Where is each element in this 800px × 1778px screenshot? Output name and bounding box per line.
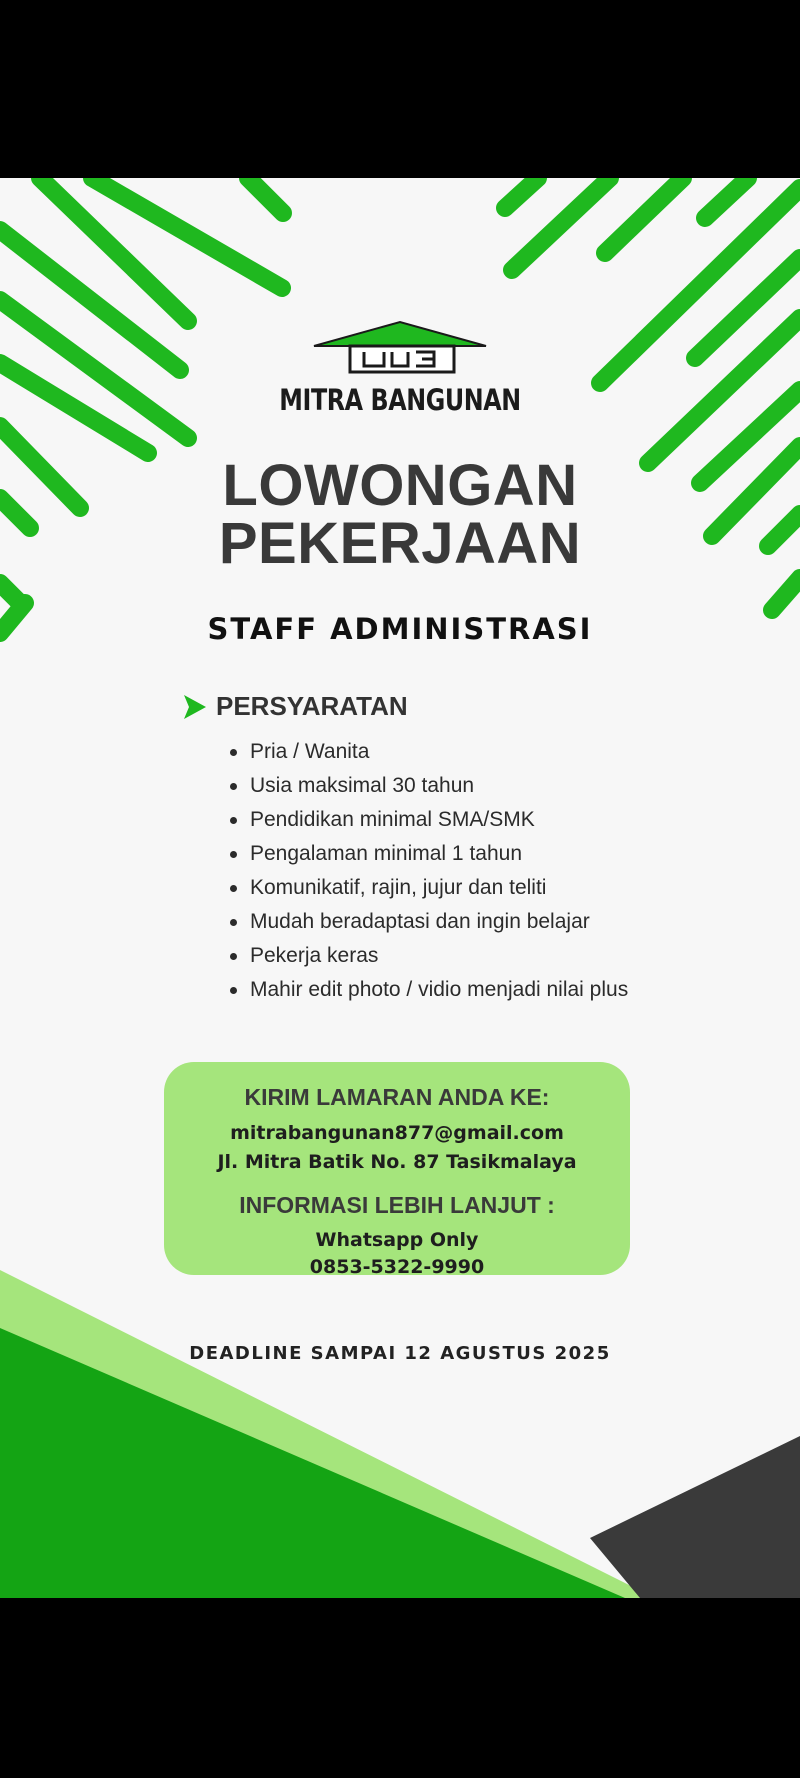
brand-name: MITRA BANGUNAN (279, 383, 521, 417)
contact-phone: 0853-5322-9990 (309, 1256, 485, 1278)
send-application-heading: KIRIM LAMARAN ANDA KE: (244, 1084, 550, 1110)
headline-line-2: PEKERJAAN (218, 511, 582, 576)
requirements-list (228, 738, 648, 1010)
job-position: STAFF ADMINISTRASI (207, 612, 593, 646)
requirements-heading (184, 691, 408, 722)
job-poster (0, 178, 800, 1598)
deadline-text: DEADLINE SAMPAI 12 AGUSTUS 2025 (189, 1343, 611, 1364)
contact-box (164, 1062, 630, 1278)
requirement-item: Pekerja keras (228, 942, 648, 969)
headline-line-1: LOWONGAN (222, 453, 578, 518)
requirement-item: Mudah beradaptasi dan ingin belajar (228, 908, 648, 935)
requirement-item: Pengalaman minimal 1 tahun (228, 840, 648, 867)
arrow-right-icon (184, 695, 206, 719)
bottom-dark-shape (590, 1436, 800, 1598)
bottom-green-shape (0, 1328, 625, 1598)
requirement-item: Usia maksimal 30 tahun (228, 772, 648, 799)
requirement-item: Pendidikan minimal SMA/SMK (228, 806, 648, 833)
contact-address: Jl. Mitra Batik No. 87 Tasikmalaya (217, 1151, 577, 1173)
requirement-item: Komunikatif, rajin, jujur dan teliti (228, 874, 648, 901)
contact-email: mitrabangunan877@gmail.com (230, 1122, 564, 1144)
requirement-item: Mahir edit photo / vidio menjadi nilai plus (228, 976, 648, 1003)
requirement-item: Pria / Wanita (228, 738, 648, 765)
whatsapp-label: Whatsapp Only (315, 1229, 479, 1251)
more-info-heading: INFORMASI LEBIH LANJUT : (239, 1192, 555, 1218)
house-roof-logo (312, 320, 488, 378)
requirements-title: PERSYARATAN (216, 691, 408, 721)
